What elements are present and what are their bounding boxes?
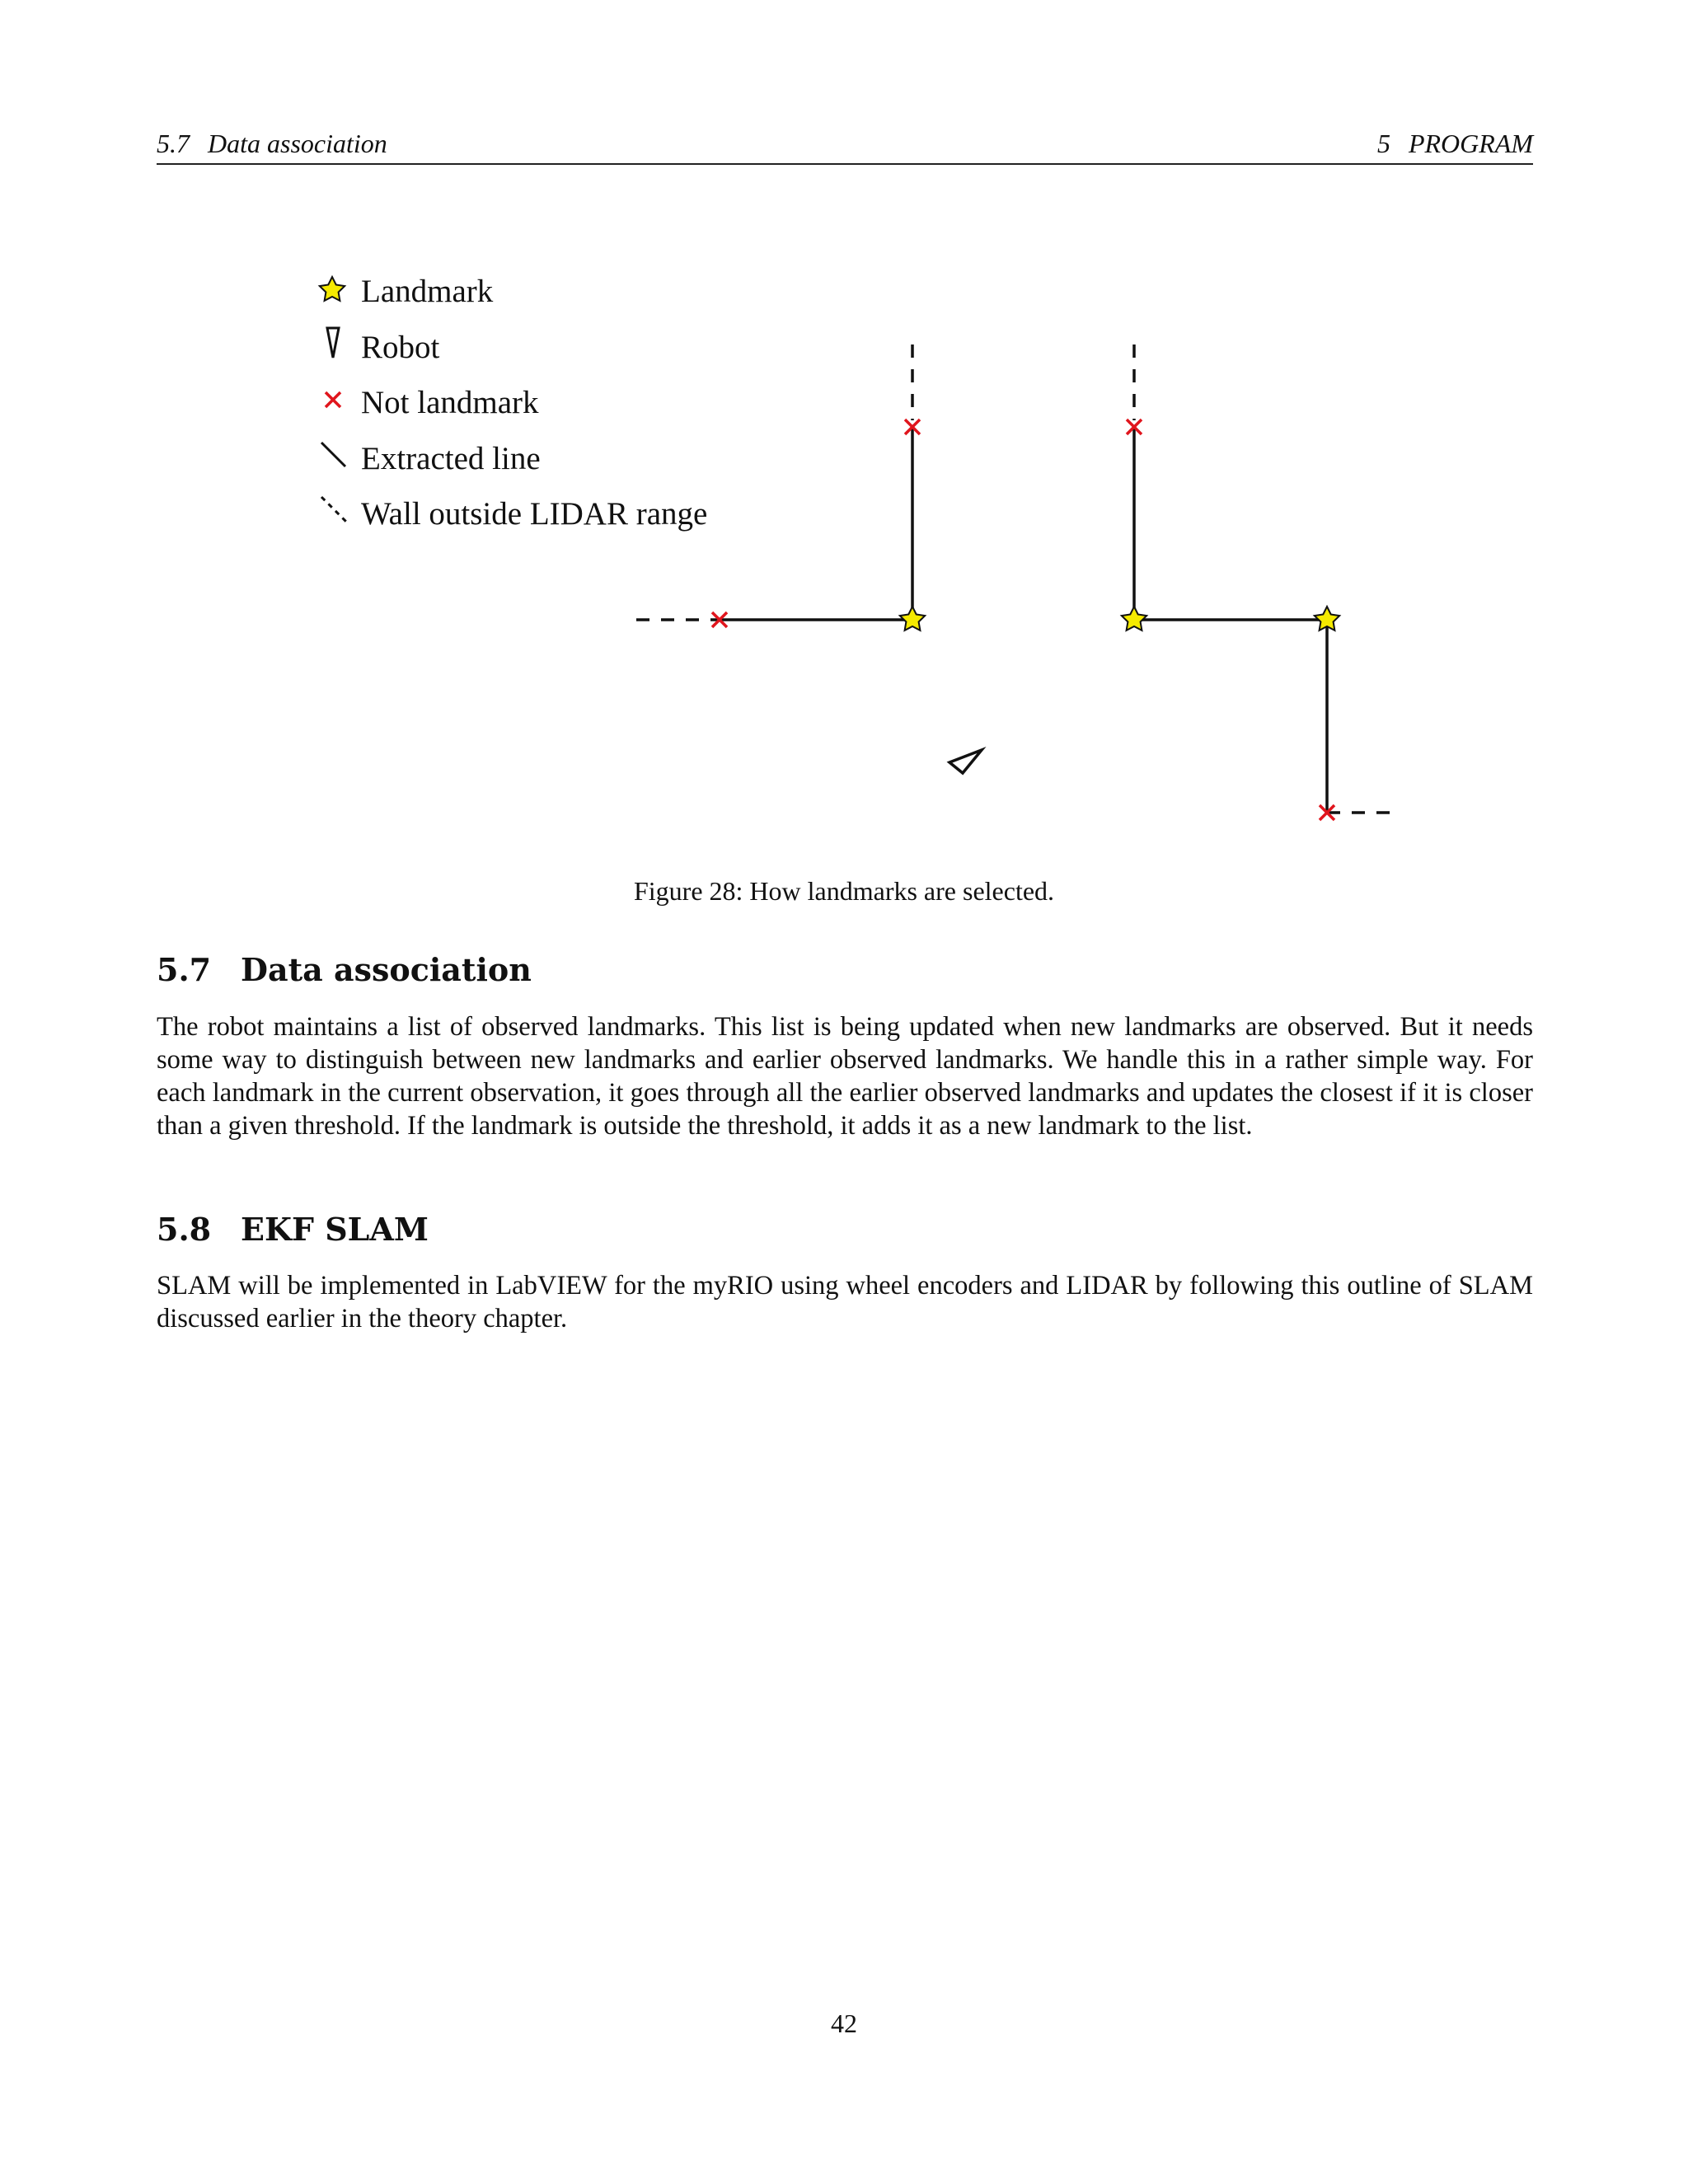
header-section	[157, 129, 387, 159]
header-chapter-number: 5	[1376, 129, 1390, 158]
legend-label: Extracted line	[361, 441, 541, 476]
figure-caption: Figure 28: How landmarks are selected.	[633, 876, 1055, 906]
section-heading	[157, 1211, 429, 1248]
legend-label: Landmark	[361, 274, 494, 309]
section-title: Data association	[241, 951, 532, 988]
legend-item-robot	[327, 328, 440, 365]
header-chapter-title: PROGRAM	[1408, 129, 1533, 158]
walls-outside-range	[636, 344, 1401, 813]
robot-marker	[950, 750, 982, 773]
legend-item-landmark	[320, 274, 494, 309]
section-title: EKF SLAM	[241, 1211, 429, 1248]
section-paragraph: SLAM will be implemented in LabVIEW for the myRIO using wheel encoders and LIDAR by following this outline of SLAM discussed earlier in the theory chapter.	[157, 1271, 1533, 1333]
legend-label: Not landmark	[361, 385, 539, 420]
extracted-lines	[720, 427, 1327, 813]
landmark-marker	[900, 607, 925, 630]
cross-icon	[326, 392, 340, 407]
section-heading	[157, 951, 532, 988]
section-paragraph: The robot maintains a list of observed landmarks. This list is being updated when new landmarks are observed. But it needs some way to distinguish between new landmarks and earlier observed landmarks. We handle this in a rather simple way. For each landmark in the current observation, it goes through all the earlier observed landmarks and updates the closest if it is closer than a given threshold. If the landmark is outside the threshold, it adds it as a new landmark to the list.	[157, 1012, 1533, 1141]
landmark-selection-figure	[0, 247, 1688, 841]
robot-triangle-icon	[327, 328, 339, 358]
legend-label: Wall outside LIDAR range	[361, 496, 708, 532]
header-section-title: Data association	[208, 129, 387, 158]
dashed-line-icon	[321, 497, 346, 522]
running-header	[157, 129, 1533, 165]
section-number: 5.8	[157, 1211, 212, 1248]
landmark-marker	[1122, 607, 1146, 630]
legend-item-extracted-line	[321, 441, 541, 476]
header-section-number: 5.7	[157, 129, 190, 158]
header-chapter	[1377, 129, 1533, 159]
section-number: 5.7	[157, 951, 212, 988]
page-number: 42	[831, 2008, 857, 2038]
figure-legend	[320, 274, 708, 532]
legend-label: Robot	[361, 330, 440, 365]
solid-line-icon	[321, 443, 345, 466]
legend-item-not-landmark	[326, 385, 539, 420]
star-icon	[320, 277, 345, 301]
landmark-marker	[1315, 607, 1339, 630]
legend-item-wall-outside-range	[321, 496, 707, 532]
